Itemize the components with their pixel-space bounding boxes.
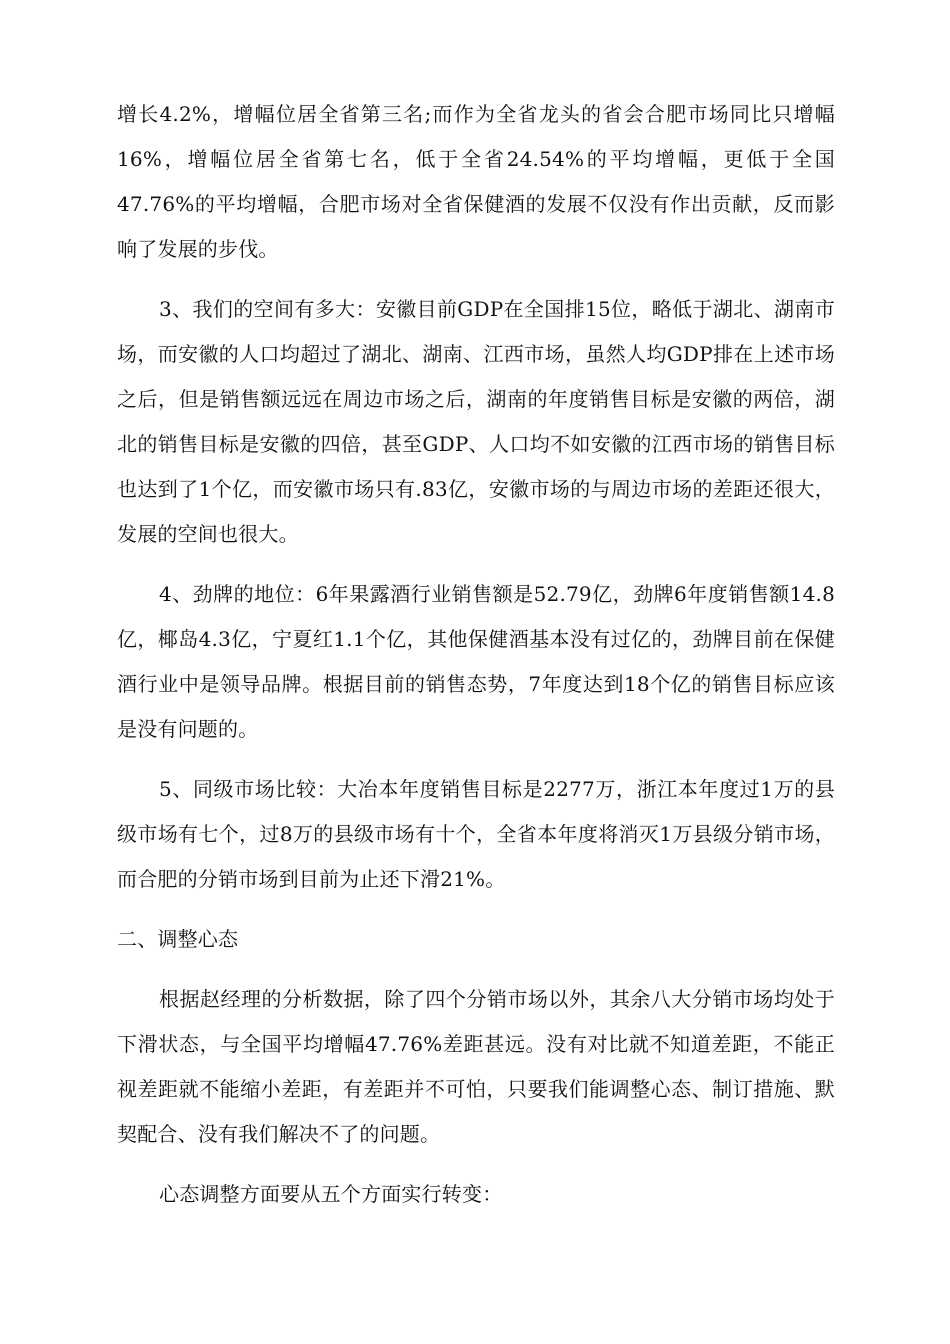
paragraph-market-space: 3、我们的空间有多大：安徽目前GDP在全国排15位，略低于湖北、湖南市场，而安徽的人口均超过了湖北、湖南、江西市场，虽然人均GDP排在上述市场之后，但是销售额远远在周边市场之后，湖南的年度销售目标是安徽的两倍，湖北的销售目标是安徽的四倍，甚至GDP、人口均不如安徽的江西市场的销售目标也达到了1个亿，而安徽市场只有.83亿，安徽市场的与周边市场的差距还很大，发展的空间也很大。 (117, 297, 835, 546)
paragraph-peer-market-comparison: 5、同级市场比较：大冶本年度销售目标是2277万，浙江本年度过1万的县级市场有七个，过8万的县级市场有十个，全省本年度将消灭1万县级分销市场，而合肥的分销市场到目前为止还下滑21%。 (117, 777, 835, 891)
paragraph-growth-comparison: 增长4.2%，增幅位居全省第三名;而作为全省龙头的省会合肥市场同比只增幅16%，增幅位居全省第七名，低于全省24.54%的平均增幅，更低于全国 47.76%的平均增幅，合肥市场对全省保健酒的发展不仅没有作出贡献，反而影响了发展的步伐。 (117, 102, 835, 261)
paragraph-mindset-intro: 心态调整方面要从五个方面实行转变： (159, 1182, 503, 1206)
document-body (117, 92, 835, 1217)
section-heading-adjust-mindset: 二、调整心态 (117, 927, 239, 951)
paragraph-brand-position: 4、劲牌的地位：6年果露酒行业销售额是52.79亿，劲牌6年度销售额14.8亿，椰岛4.3亿，宁夏红1.1个亿，其他保健酒基本没有过亿的，劲牌目前在保健酒行业中是领导品牌。根据目前的销售态势，7年度达到18个亿的销售目标应该是没有问题的。 (117, 582, 835, 741)
paragraph-analysis-data: 根据赵经理的分析数据，除了四个分销市场以外，其余八大分销市场均处于下滑状态，与全国平均增幅47.76%差距甚远。没有对比就不知道差距，不能正视差距就不能缩小差距，有差距并不可怕，只要我们能调整心态、制订措施、默契配合、没有我们解决不了的问题。 (117, 987, 835, 1146)
